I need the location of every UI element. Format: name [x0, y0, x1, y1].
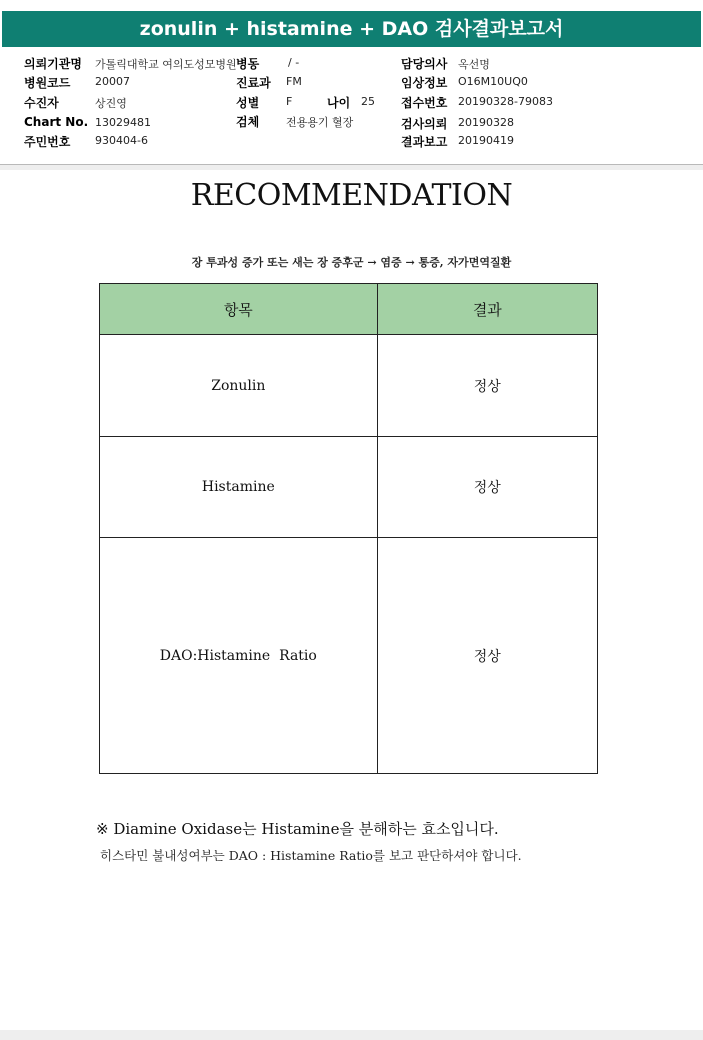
age-label: 나이 [327, 96, 351, 110]
ward-value: / - [288, 56, 300, 69]
table-row [100, 437, 598, 538]
chart-no-value: 13029481 [95, 116, 151, 129]
report-date-value: 20190419 [458, 134, 514, 147]
row-result-histamine: 정상 [377, 437, 597, 538]
patient-info [0, 52, 703, 152]
doctor-label: 담당의사 [401, 57, 448, 71]
column-header-result: 결과 [377, 284, 597, 335]
receipt-no-value: 20190328-79083 [458, 95, 553, 108]
row-item-zonulin: Zonulin [100, 335, 378, 437]
age-value: 25 [361, 95, 375, 108]
row-item-histamine: Histamine [100, 437, 378, 538]
specimen-value: 전용용기 혈장 [286, 116, 354, 129]
results-table [99, 283, 598, 774]
note-dao-description: ※ Diamine Oxidase는 Histamine을 분해하는 효소입니다. [96, 820, 499, 838]
chart-no-label: Chart No. [24, 115, 89, 129]
column-header-item: 항목 [100, 284, 378, 335]
report-body [0, 170, 703, 1030]
specimen-label: 검체 [236, 115, 260, 129]
doctor-value: 옥선명 [458, 58, 490, 71]
hospital-code-label: 병원코드 [24, 76, 71, 90]
institution-label: 의뢰기관명 [24, 57, 82, 71]
institution-value: 가톨릭대학교 여의도성모병원 [95, 58, 237, 71]
clinical-info-value: O16M10UQ0 [458, 75, 528, 88]
report-header [0, 0, 703, 165]
row-result-dao-ratio: 정상 [377, 538, 597, 774]
note-histamine-intolerance: 히스타민 불내성여부는 DAO : Histamine Ratio를 보고 판단하셔야 합니다. [100, 848, 522, 863]
patient-value: 상진영 [95, 97, 127, 110]
resident-no-value: 930404-6 [95, 134, 148, 147]
patient-label: 수진자 [24, 96, 59, 110]
resident-no-label: 주민번호 [24, 135, 71, 149]
clinical-info-label: 임상정보 [401, 76, 448, 90]
recommendation-subtitle: 장 투과성 증가 또는 새는 장 증후군 → 염증 → 통증, 자가면역질환 [191, 256, 512, 269]
table-header-row [100, 284, 598, 335]
department-value: FM [286, 75, 302, 88]
ward-label: 병동 [236, 57, 260, 71]
department-label: 진료과 [236, 76, 271, 90]
hospital-code-value: 20007 [95, 75, 130, 88]
report-date-label: 결과보고 [401, 135, 448, 149]
recommendation-title: RECOMMENDATION [190, 178, 513, 213]
request-date-value: 20190328 [458, 116, 514, 129]
row-item-dao-ratio: DAO:Histamine Ratio [100, 538, 378, 774]
row-result-zonulin: 정상 [377, 335, 597, 437]
receipt-no-label: 접수번호 [401, 96, 448, 110]
sex-value: F [286, 95, 293, 108]
table-row [100, 335, 598, 437]
report-title: zonulin + histamine + DAO 검사결과보고서 [2, 11, 701, 47]
sex-label: 성별 [236, 96, 260, 110]
table-row [100, 538, 598, 774]
request-date-label: 검사의뢰 [401, 117, 448, 131]
